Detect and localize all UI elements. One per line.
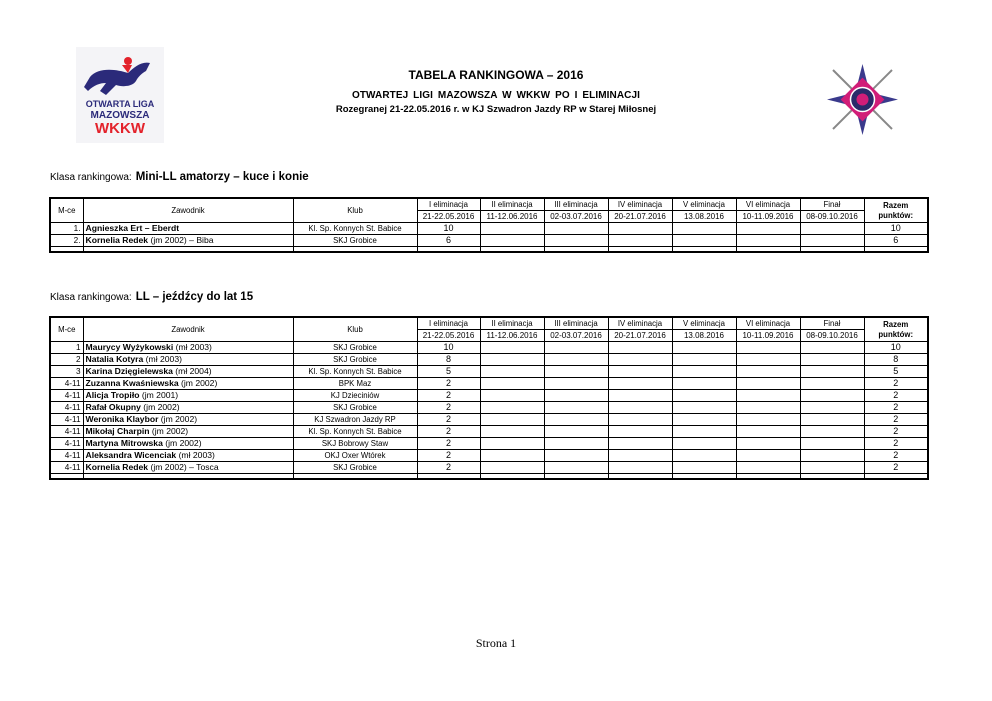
round-points-empty [544,223,608,235]
round-points-empty [672,235,736,247]
punktow-label: punktów: [878,329,914,339]
rank-place: 4-11 [50,450,83,462]
column-header-round: I eliminacja [417,198,480,211]
round-date: 11-12.06.2016 [480,211,544,223]
rider-name-bold: Kornelia Redek [85,462,149,472]
column-header-zawodnik: Zawodnik [83,198,293,223]
rider-name [83,223,293,235]
rank-place: 4-11 [50,462,83,474]
column-header-razem [864,198,928,223]
round-points-empty [736,223,800,235]
round-points-empty [800,450,864,462]
round-points-empty [608,235,672,247]
rider-note: (jm 2002) – Tosca [148,462,219,472]
round-points-empty [608,223,672,235]
column-header-round: II eliminacja [480,198,544,211]
rank-place: 1 [50,342,83,354]
table-row [50,390,928,402]
rank-place: 4-11 [50,402,83,414]
column-header-round: I eliminacja [417,317,480,330]
rider-club: Kl. Sp. Konnych St. Babice [293,223,417,235]
ranking-table-mini-ll [49,197,929,253]
rider-club: SKJ Grobice [293,342,417,354]
round-points-empty [736,390,800,402]
round-points-empty [672,366,736,378]
szwadron-emblem-icon [825,62,900,137]
column-header-round: VI eliminacja [736,317,800,330]
round-points-empty [544,450,608,462]
round-points-empty [544,414,608,426]
column-header-round: III eliminacja [544,317,608,330]
round-points-empty [736,235,800,247]
empty-cell [544,247,608,253]
rank-place: 4-11 [50,438,83,450]
empty-cell [736,247,800,253]
total-points: 2 [864,438,928,450]
round-1-points: 2 [417,402,480,414]
rider-name-bold: Aleksandra Wicenciak [85,450,177,460]
round-date: 11-12.06.2016 [480,330,544,342]
rider-name [83,438,293,450]
table-row [50,223,928,235]
page-subtitle: OTWARTEJ LIGI MAZOWSZA W WKKW PO I ELIMINACJI [351,90,641,101]
logo-line3: WKKW [95,120,145,137]
total-points: 10 [864,223,928,235]
column-header-zawodnik: Zawodnik [83,317,293,342]
round-1-points: 5 [417,366,480,378]
rank-place: 2. [50,235,83,247]
round-points-empty [672,342,736,354]
rider-club: BPK Maz [293,378,417,390]
table-row [50,235,928,247]
rider-name-bold: Rafał Okupny [85,402,141,412]
rider-note: (mł 2003) [176,450,215,460]
round-date: 10-11.09.2016 [736,330,800,342]
rank-place: 4-11 [50,414,83,426]
round-points-empty [800,378,864,390]
empty-cell [736,474,800,480]
round-points-empty [480,366,544,378]
empty-cell [293,474,417,480]
section-2-label: Klasa rankingowa: LL – jeźdźcy do lat 15 [50,291,254,303]
empty-cell [293,247,417,253]
round-points-empty [608,462,672,474]
round-points-empty [800,342,864,354]
round-date: 21-22.05.2016 [417,211,480,223]
round-date: 02-03.07.2016 [544,330,608,342]
rider-club: KJ Dzieciniów [293,390,417,402]
round-points-empty [480,450,544,462]
round-points-empty [736,426,800,438]
total-points: 2 [864,390,928,402]
round-points-empty [800,438,864,450]
rider-name-bold: Maurycy Wyżykowski [85,342,174,352]
round-date: 02-03.07.2016 [544,211,608,223]
section-1-label: Klasa rankingowa: Mini-LL amatorzy – kuce i konie [50,171,309,183]
rider-club: KJ Szwadron Jazdy RP [293,414,417,426]
round-points-empty [672,378,736,390]
rider-name [83,426,293,438]
round-points-empty [480,390,544,402]
rider-note: (jm 2002) [140,402,180,412]
empty-cell [480,247,544,253]
table-row [50,462,928,474]
rider-note: (mł 2003) [143,354,182,364]
column-header-mce: M-ce [50,198,83,223]
round-points-empty [544,342,608,354]
rider-name [83,354,293,366]
round-points-empty [800,354,864,366]
punktow-label: punktów: [878,210,914,220]
round-1-points: 10 [417,342,480,354]
empty-cell [50,474,83,480]
round-points-empty [736,438,800,450]
rank-place: 2 [50,354,83,366]
rider-name-bold: Natalia Kotyra [85,354,144,364]
rank-place: 4-11 [50,390,83,402]
rider-note: (jm 2002) [178,378,218,388]
round-points-empty [544,402,608,414]
rider-club: OKJ Oxer Wtórek [293,450,417,462]
column-header-round: IV eliminacja [608,317,672,330]
column-header-razem [864,317,928,342]
rider-club: SKJ Grobice [293,235,417,247]
round-points-empty [608,402,672,414]
total-points: 2 [864,462,928,474]
total-points: 2 [864,450,928,462]
round-date: 20-21.07.2016 [608,330,672,342]
rider-name [83,462,293,474]
table-row [50,402,928,414]
rider-name [83,402,293,414]
round-points-empty [480,342,544,354]
round-points-empty [608,354,672,366]
round-points-empty [672,390,736,402]
section-2-name: LL – jeźdźcy do lat 15 [135,291,254,303]
round-points-empty [480,402,544,414]
empty-cell [608,247,672,253]
column-header-klub: Klub [293,198,417,223]
round-points-empty [800,390,864,402]
rider-name-bold: Weronika Klaybor [85,414,159,424]
document-header [300,68,692,115]
rider-name-bold: Martyna Mitrowska [85,438,163,448]
round-points-empty [672,223,736,235]
round-points-empty [480,223,544,235]
column-header-round: III eliminacja [544,198,608,211]
round-points-empty [480,438,544,450]
rider-name [83,378,293,390]
round-points-empty [736,414,800,426]
round-1-points: 8 [417,354,480,366]
header-row [50,317,928,330]
empty-cell [417,474,480,480]
empty-cell [544,474,608,480]
table-row [50,438,928,450]
round-date: 08-09.10.2016 [800,211,864,223]
round-points-empty [544,426,608,438]
logo-line1: OTWARTA LIGA [85,99,155,109]
round-points-empty [480,426,544,438]
razem-label: Razem [883,319,909,329]
round-points-empty [736,366,800,378]
round-points-empty [480,462,544,474]
round-points-empty [736,354,800,366]
round-points-empty [544,390,608,402]
round-points-empty [608,426,672,438]
round-date: 13.08.2016 [672,211,736,223]
event-location: Rozegranej 21-22.05.2016 r. w KJ Szwadron Jazdy RP w Starej Miłosnej [335,104,657,115]
column-header-klub: Klub [293,317,417,342]
empty-cell [417,247,480,253]
logo-line2: MAZOWSZA [90,110,150,121]
round-points-empty [608,366,672,378]
rider-club: SKJ Bobrowy Staw [293,438,417,450]
round-1-points: 2 [417,390,480,402]
table-row [50,354,928,366]
round-date: 13.08.2016 [672,330,736,342]
rider-name [83,390,293,402]
empty-cell [50,247,83,253]
round-1-points: 10 [417,223,480,235]
round-points-empty [480,235,544,247]
round-date: 20-21.07.2016 [608,211,672,223]
total-points: 10 [864,342,928,354]
round-points-empty [736,402,800,414]
round-points-empty [608,378,672,390]
rider-note: (jm 2002) [158,414,198,424]
rider-note: (jm 2002) [162,438,202,448]
column-header-round: Finał [800,198,864,211]
round-1-points: 2 [417,378,480,390]
column-header-round: V eliminacja [672,317,736,330]
empty-cell [800,247,864,253]
rank-place: 3 [50,366,83,378]
rider-note: (jm 2002) – Biba [148,235,214,245]
round-1-points: 6 [417,235,480,247]
round-date: 08-09.10.2016 [800,330,864,342]
round-points-empty [800,366,864,378]
column-header-round: Finał [800,317,864,330]
table-row [50,450,928,462]
rider-name [83,342,293,354]
round-points-empty [672,354,736,366]
column-header-round: II eliminacja [480,317,544,330]
round-points-empty [800,426,864,438]
table-row [50,366,928,378]
round-points-empty [608,342,672,354]
total-points: 2 [864,426,928,438]
rider-name-bold: Kornelia Redek [85,235,149,245]
round-points-empty [736,378,800,390]
rider-name [83,414,293,426]
round-points-empty [736,450,800,462]
total-points: 2 [864,414,928,426]
round-1-points: 2 [417,462,480,474]
round-1-points: 2 [417,414,480,426]
round-points-empty [800,462,864,474]
rider-name [83,235,293,247]
rider-club: Kl. Sp. Konnych St. Babice [293,426,417,438]
round-points-empty [544,354,608,366]
round-points-empty [672,438,736,450]
round-date: 21-22.05.2016 [417,330,480,342]
round-points-empty [800,414,864,426]
rider-club: SKJ Grobice [293,462,417,474]
rank-place: 1. [50,223,83,235]
round-points-empty [480,378,544,390]
empty-cell [864,474,928,480]
liga-mazowsza-logo [76,47,164,143]
rider-name [83,450,293,462]
rider-name-bold: Karina Dzięgielewska [85,366,173,376]
page-number: Strona 1 [475,636,517,650]
ranking-table-ll [49,316,929,480]
rank-place: 4-11 [50,426,83,438]
round-points-empty [608,450,672,462]
total-points: 5 [864,366,928,378]
empty-cell [672,247,736,253]
total-points: 8 [864,354,928,366]
round-points-empty [672,402,736,414]
rider-note: (jm 2001) [139,390,179,400]
empty-cell [672,474,736,480]
round-points-empty [800,402,864,414]
round-points-empty [480,354,544,366]
rank-place: 4-11 [50,378,83,390]
table-row [50,342,928,354]
round-1-points: 2 [417,438,480,450]
round-points-empty [480,414,544,426]
rider-note: (jm 2002) [149,426,189,436]
rider-note: (mł 2003) [173,342,212,352]
rider-name-bold: Mikołaj Charpin [85,426,150,436]
table-row [50,426,928,438]
rider-club: SKJ Grobice [293,354,417,366]
total-points: 6 [864,235,928,247]
empty-row [50,247,928,253]
rider-club: SKJ Grobice [293,402,417,414]
round-points-empty [544,378,608,390]
rider-name [83,366,293,378]
rider-club: Kl. Sp. Konnych St. Babice [293,366,417,378]
round-points-empty [544,366,608,378]
empty-cell [608,474,672,480]
round-points-empty [608,390,672,402]
round-points-empty [736,462,800,474]
page-title: TABELA RANKINGOWA – 2016 [408,68,584,82]
rider-name-bold: Zuzanna Kwaśniewska [85,378,179,388]
rider-note: (mł 2004) [172,366,212,376]
empty-row [50,474,928,480]
empty-cell [800,474,864,480]
table-row [50,378,928,390]
table-row [50,414,928,426]
round-points-empty [544,462,608,474]
round-points-empty [608,438,672,450]
total-points: 2 [864,402,928,414]
total-points: 2 [864,378,928,390]
round-points-empty [672,450,736,462]
empty-cell [480,474,544,480]
section-1-name: Mini-LL amatorzy – kuce i konie [135,171,309,183]
round-points-empty [672,426,736,438]
rider-name-bold: Alicja Tropiło [85,390,140,400]
header-row [50,198,928,211]
round-points-empty [544,235,608,247]
column-header-round: VI eliminacja [736,198,800,211]
round-1-points: 2 [417,426,480,438]
column-header-mce: M-ce [50,317,83,342]
empty-cell [83,247,293,253]
empty-cell [83,474,293,480]
round-points-empty [736,342,800,354]
rider-name-bold: Agnieszka Ert – Eberdt [85,223,180,233]
empty-cell [864,247,928,253]
round-points-empty [544,438,608,450]
round-date: 10-11.09.2016 [736,211,800,223]
razem-label: Razem [883,200,909,210]
round-points-empty [608,414,672,426]
round-points-empty [672,462,736,474]
round-1-points: 2 [417,450,480,462]
column-header-round: IV eliminacja [608,198,672,211]
round-points-empty [800,235,864,247]
round-points-empty [800,223,864,235]
column-header-round: V eliminacja [672,198,736,211]
round-points-empty [672,414,736,426]
